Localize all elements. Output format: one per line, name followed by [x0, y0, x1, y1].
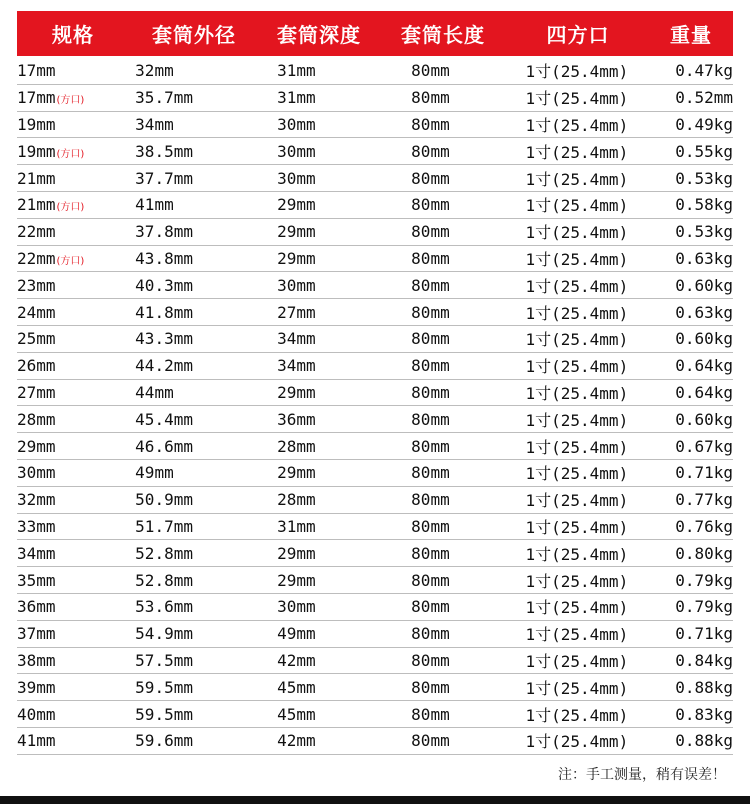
cell-length: 80mm	[411, 275, 450, 295]
cell-outer-diameter: 54.9mm	[135, 624, 193, 644]
cell-length: 80mm	[411, 731, 450, 751]
cell-outer-diameter: 43.3mm	[135, 329, 193, 349]
cell-outer-diameter: 52.8mm	[135, 570, 193, 590]
spec-value: 29mm	[17, 436, 56, 456]
cell-weight: 0.71kg	[675, 463, 733, 483]
spec-value: 21mm	[17, 168, 56, 188]
spec-value: 17mm	[17, 61, 56, 81]
cell-depth: 27mm	[277, 302, 316, 322]
cell-depth: 30mm	[277, 168, 316, 188]
spec-value: 17mm	[17, 88, 56, 108]
cell-weight: 0.53kg	[675, 168, 733, 188]
cell-spec	[17, 463, 133, 482]
cell-outer-diameter: 53.6mm	[135, 597, 193, 617]
table-row	[17, 406, 733, 433]
cell-weight: 0.53kg	[675, 222, 733, 242]
cell-depth: 30mm	[277, 597, 316, 617]
cell-outer-diameter: 41mm	[135, 195, 174, 215]
cell-spec	[17, 705, 133, 724]
cell-depth: 29mm	[277, 248, 316, 268]
cell-spec	[17, 61, 133, 80]
cell-weight: 0.63kg	[675, 248, 733, 268]
cell-depth: 36mm	[277, 409, 316, 429]
cell-depth: 29mm	[277, 570, 316, 590]
spec-value: 30mm	[17, 463, 56, 483]
cell-square-drive: 1寸(25.4mm)	[525, 678, 629, 698]
cell-weight: 0.79kg	[675, 570, 733, 590]
cell-outer-diameter: 38.5mm	[135, 141, 193, 161]
cell-square-drive: 1寸(25.4mm)	[525, 464, 629, 484]
cell-weight: 0.76kg	[675, 516, 733, 536]
cell-spec	[17, 169, 133, 188]
cell-outer-diameter: 59.5mm	[135, 677, 193, 697]
cell-depth: 29mm	[277, 382, 316, 402]
cell-weight: 0.71kg	[675, 624, 733, 644]
cell-spec	[17, 410, 133, 429]
cell-square-drive: 1寸(25.4mm)	[525, 544, 629, 564]
table-row	[17, 674, 733, 701]
table-row	[17, 246, 733, 273]
table-row	[17, 219, 733, 246]
cell-spec	[17, 678, 133, 697]
cell-spec	[17, 356, 133, 375]
cell-square-drive: 1寸(25.4mm)	[525, 62, 629, 82]
cell-weight: 0.58kg	[675, 195, 733, 215]
cell-square-drive: 1寸(25.4mm)	[525, 705, 629, 725]
table-row	[17, 326, 733, 353]
table-row	[17, 487, 733, 514]
cell-outer-diameter: 34mm	[135, 114, 174, 134]
cell-square-drive: 1寸(25.4mm)	[525, 115, 629, 135]
cell-length: 80mm	[411, 88, 450, 108]
table-row	[17, 380, 733, 407]
spec-value: 39mm	[17, 677, 56, 697]
cell-spec	[17, 490, 133, 509]
cell-depth: 30mm	[277, 114, 316, 134]
cell-weight: 0.47kg	[675, 61, 733, 81]
cell-depth: 31mm	[277, 516, 316, 536]
cell-depth: 42mm	[277, 731, 316, 751]
table-row	[17, 540, 733, 567]
cell-outer-diameter: 59.5mm	[135, 704, 193, 724]
cell-length: 80mm	[411, 141, 450, 161]
cell-weight: 0.67kg	[675, 436, 733, 456]
spec-value: 34mm	[17, 543, 56, 563]
header-length: 套筒长度	[401, 23, 485, 47]
cell-depth: 28mm	[277, 490, 316, 510]
cell-depth: 29mm	[277, 222, 316, 242]
cell-depth: 34mm	[277, 356, 316, 376]
header-spec: 规格	[52, 23, 94, 47]
cell-square-drive: 1寸(25.4mm)	[525, 491, 629, 511]
table-row	[17, 648, 733, 675]
cell-spec	[17, 651, 133, 670]
cell-spec	[17, 142, 133, 161]
cell-spec	[17, 303, 133, 322]
cell-length: 80mm	[411, 516, 450, 536]
cell-depth: 31mm	[277, 88, 316, 108]
cell-length: 80mm	[411, 463, 450, 483]
cell-square-drive: 1寸(25.4mm)	[525, 142, 629, 162]
cell-depth: 42mm	[277, 650, 316, 670]
spec-value: 33mm	[17, 516, 56, 536]
cell-depth: 31mm	[277, 61, 316, 81]
cell-length: 80mm	[411, 248, 450, 268]
cell-square-drive: 1寸(25.4mm)	[525, 410, 629, 430]
cell-square-drive: 1寸(25.4mm)	[525, 169, 629, 189]
cell-square-drive: 1寸(25.4mm)	[525, 437, 629, 457]
cell-square-drive: 1寸(25.4mm)	[525, 89, 629, 109]
spec-value: 40mm	[17, 704, 56, 724]
cell-depth: 45mm	[277, 677, 316, 697]
cell-spec	[17, 731, 133, 750]
header-weight: 重量	[670, 23, 712, 47]
cell-outer-diameter: 43.8mm	[135, 248, 193, 268]
cell-outer-diameter: 57.5mm	[135, 650, 193, 670]
cell-square-drive: 1寸(25.4mm)	[525, 732, 629, 752]
cell-square-drive: 1寸(25.4mm)	[525, 383, 629, 403]
cell-weight: 0.52mm	[675, 88, 733, 108]
table-row	[17, 165, 733, 192]
cell-length: 80mm	[411, 222, 450, 242]
cell-depth: 30mm	[277, 275, 316, 295]
cell-length: 80mm	[411, 302, 450, 322]
cell-length: 80mm	[411, 543, 450, 563]
footnote: 注：手工测量，稍有误差！	[558, 767, 726, 783]
cell-length: 80mm	[411, 168, 450, 188]
cell-weight: 0.79kg	[675, 597, 733, 617]
table-row	[17, 433, 733, 460]
spec-value: 37mm	[17, 624, 56, 644]
table-row	[17, 353, 733, 380]
cell-length: 80mm	[411, 61, 450, 81]
cell-outer-diameter: 40.3mm	[135, 275, 193, 295]
cell-spec	[17, 624, 133, 643]
cell-spec	[17, 329, 133, 348]
cell-weight: 0.63kg	[675, 302, 733, 322]
cell-depth: 29mm	[277, 463, 316, 483]
cell-weight: 0.84kg	[675, 650, 733, 670]
cell-length: 80mm	[411, 490, 450, 510]
table-row	[17, 594, 733, 621]
table-body	[17, 58, 733, 755]
cell-spec	[17, 437, 133, 456]
cell-weight: 0.64kg	[675, 356, 733, 376]
cell-depth: 49mm	[277, 624, 316, 644]
spec-value: 25mm	[17, 329, 56, 349]
cell-square-drive: 1寸(25.4mm)	[525, 651, 629, 671]
cell-length: 80mm	[411, 650, 450, 670]
cell-weight: 0.55kg	[675, 141, 733, 161]
table-row	[17, 621, 733, 648]
cell-weight: 0.60kg	[675, 409, 733, 429]
cell-length: 80mm	[411, 570, 450, 590]
table-row	[17, 514, 733, 541]
spec-value: 19mm	[17, 141, 56, 161]
cell-weight: 0.80kg	[675, 543, 733, 563]
cell-outer-diameter: 46.6mm	[135, 436, 193, 456]
cell-spec	[17, 249, 133, 268]
spec-value: 32mm	[17, 490, 56, 510]
table-row	[17, 272, 733, 299]
cell-weight: 0.83kg	[675, 704, 733, 724]
square-drive-tag: (方口)	[56, 148, 85, 160]
cell-square-drive: 1寸(25.4mm)	[525, 249, 629, 269]
cell-outer-diameter: 49mm	[135, 463, 174, 483]
spec-value: 26mm	[17, 356, 56, 376]
table-row	[17, 85, 733, 112]
header-square-drive: 四方口	[546, 23, 610, 47]
cell-weight: 0.88kg	[675, 677, 733, 697]
table-row	[17, 299, 733, 326]
spec-value: 23mm	[17, 275, 56, 295]
cell-length: 80mm	[411, 329, 450, 349]
cell-length: 80mm	[411, 195, 450, 215]
cell-outer-diameter: 50.9mm	[135, 490, 193, 510]
spec-value: 36mm	[17, 597, 56, 617]
cell-square-drive: 1寸(25.4mm)	[525, 223, 629, 243]
cell-square-drive: 1寸(25.4mm)	[525, 276, 629, 296]
spec-value: 28mm	[17, 409, 56, 429]
cell-length: 80mm	[411, 382, 450, 402]
cell-length: 80mm	[411, 114, 450, 134]
spec-value: 41mm	[17, 731, 56, 751]
cell-depth: 30mm	[277, 141, 316, 161]
cell-square-drive: 1寸(25.4mm)	[525, 196, 629, 216]
cell-outer-diameter: 37.7mm	[135, 168, 193, 188]
cell-outer-diameter: 51.7mm	[135, 516, 193, 536]
cell-spec	[17, 597, 133, 616]
square-drive-tag: (方口)	[56, 95, 85, 107]
cell-outer-diameter: 52.8mm	[135, 543, 193, 563]
cell-square-drive: 1寸(25.4mm)	[525, 303, 629, 323]
table-row	[17, 460, 733, 487]
cell-weight: 0.49kg	[675, 114, 733, 134]
spec-value: 22mm	[17, 248, 56, 268]
cell-square-drive: 1寸(25.4mm)	[525, 357, 629, 377]
table-row	[17, 728, 733, 755]
cell-depth: 28mm	[277, 436, 316, 456]
cell-square-drive: 1寸(25.4mm)	[525, 598, 629, 618]
cell-outer-diameter: 41.8mm	[135, 302, 193, 322]
spec-value: 27mm	[17, 382, 56, 402]
cell-square-drive: 1寸(25.4mm)	[525, 330, 629, 350]
cell-spec	[17, 88, 133, 107]
cell-length: 80mm	[411, 677, 450, 697]
cell-square-drive: 1寸(25.4mm)	[525, 625, 629, 645]
table-row	[17, 192, 733, 219]
cell-depth: 29mm	[277, 195, 316, 215]
square-drive-tag: (方口)	[56, 255, 85, 267]
table-row	[17, 58, 733, 85]
cell-length: 80mm	[411, 704, 450, 724]
cell-spec	[17, 517, 133, 536]
table-row	[17, 567, 733, 594]
cell-depth: 29mm	[277, 543, 316, 563]
spec-value: 19mm	[17, 114, 56, 134]
cell-depth: 45mm	[277, 704, 316, 724]
cell-spec	[17, 222, 133, 241]
cell-square-drive: 1寸(25.4mm)	[525, 571, 629, 591]
cell-outer-diameter: 59.6mm	[135, 731, 193, 751]
cell-square-drive: 1寸(25.4mm)	[525, 517, 629, 537]
spec-value: 22mm	[17, 222, 56, 242]
cell-spec	[17, 195, 133, 214]
table-row	[17, 138, 733, 165]
cell-length: 80mm	[411, 624, 450, 644]
spec-value: 21mm	[17, 195, 56, 215]
cell-spec	[17, 544, 133, 563]
cell-weight: 0.64kg	[675, 382, 733, 402]
cell-spec	[17, 115, 133, 134]
cell-outer-diameter: 44.2mm	[135, 356, 193, 376]
spec-value: 38mm	[17, 650, 56, 670]
cell-weight: 0.88kg	[675, 731, 733, 751]
cell-spec	[17, 383, 133, 402]
header-outer-diameter: 套筒外径	[152, 23, 236, 47]
cell-length: 80mm	[411, 356, 450, 376]
spec-value: 35mm	[17, 570, 56, 590]
cell-length: 80mm	[411, 597, 450, 617]
cell-outer-diameter: 44mm	[135, 382, 174, 402]
cell-spec	[17, 571, 133, 590]
square-drive-tag: (方口)	[56, 202, 85, 214]
cell-length: 80mm	[411, 436, 450, 456]
cell-spec	[17, 276, 133, 295]
cell-weight: 0.60kg	[675, 329, 733, 349]
cell-outer-diameter: 45.4mm	[135, 409, 193, 429]
cell-weight: 0.77kg	[675, 490, 733, 510]
table-header	[17, 11, 733, 56]
table-row	[17, 112, 733, 139]
cell-weight: 0.60kg	[675, 275, 733, 295]
cell-outer-diameter: 32mm	[135, 61, 174, 81]
spec-value: 24mm	[17, 302, 56, 322]
bottom-bar	[0, 796, 750, 804]
header-depth: 套筒深度	[277, 23, 361, 47]
cell-outer-diameter: 35.7mm	[135, 88, 193, 108]
cell-depth: 34mm	[277, 329, 316, 349]
table-row	[17, 701, 733, 728]
cell-length: 80mm	[411, 409, 450, 429]
cell-outer-diameter: 37.8mm	[135, 222, 193, 242]
